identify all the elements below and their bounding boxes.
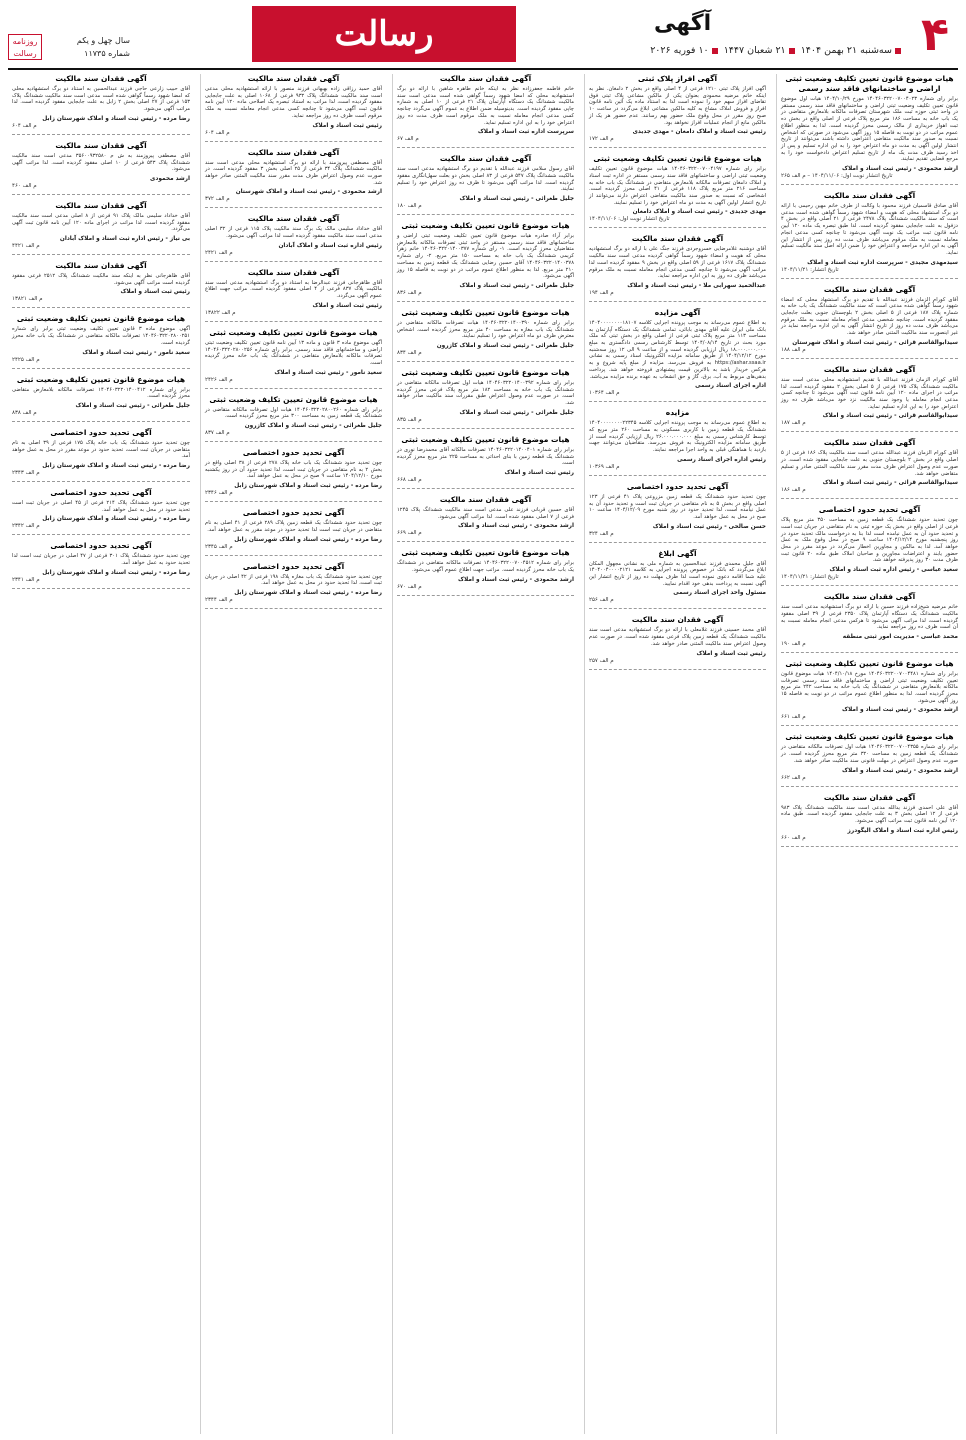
ad-num: م الف ۳۲۴: [589, 530, 614, 537]
classified-ad: [589, 408, 766, 476]
ad-num: م الف ۲۵۶: [589, 597, 614, 604]
ad-num: م الف ۲۴۲۶: [205, 376, 233, 383]
ad-title: آگهی تحدید حدود اختصاصی: [626, 481, 729, 491]
ad-num: م الف ۸۳۷: [205, 430, 230, 437]
ad-num: م الف ۲۳۴۲: [12, 523, 40, 530]
ad-sign: جلیل طغرائی - رئیس ثبت اسناد و املاک: [459, 282, 574, 289]
ad-title: هیات موضوع قانون تعیین تکلیف وضعیت ثبتی: [16, 374, 186, 384]
ad-body: برابر رای شماره ۱۴۰۴۶۰۳۲۲۰۱۴۰۰۳۹۲ هیات اول تصرفات مالکانه متقاضی در ششدانگ یک باب خانه به مساحت ۱۸۲ متر مربع پلاک فرعی محرز گردیده است. در صورت عدم وصول اعتراض طبق مقررات سند مالکیت صادر خواهد شد.: [397, 380, 574, 407]
classified-ad: [397, 495, 574, 542]
ad-title: آگهی ابلاغ: [658, 548, 697, 558]
ad-sign: جلیل طغرائی - رئیس ثبت اسناد و املاک: [459, 409, 574, 416]
ad-num: تاریخ انتشار: ۱۴۰۴/۱۱/۲۱: [781, 574, 839, 581]
masthead-left: [8, 34, 128, 64]
ad-num: م الف ۱۸۰: [397, 203, 422, 210]
classified-ad: [397, 308, 574, 362]
ad-num: م الف ۲۴۲۱: [205, 249, 233, 256]
ad-title: آگهی فقدان سند مالکیت: [823, 191, 916, 201]
ad-title: هیات موضوع قانون تعیین تکلیف وضعیت ثبتی: [401, 221, 570, 231]
classified-ad: [781, 505, 958, 586]
ad-num: تاریخ انتشار: ۱۴۰۴/۱۱/۲۱: [781, 266, 839, 273]
ad-title: آگهی فقدان سند مالکیت: [55, 140, 147, 150]
ad-body: آقای ظاهرجانی فرزند عبدالرضا به استناد دو برگ استشهادیه مدعی است سند مالکیت پلاک ۸۳۷ فرعی از ۴ اصلی مفقود گردیده است. مراتب جهت اطلاع عموم آگهی می‌گردد.: [205, 279, 382, 300]
ad-sign: جلیل طغرائی - رئیس ثبت اسناد و املاک کازرون: [244, 423, 382, 430]
classified-ad: [781, 732, 958, 786]
ad-sign: بی نیاز - رئیس اداره ثبت اسناد و املاک آبادان: [59, 236, 190, 243]
ad-body: آقای رسول سلامی فرزند عبدالله با تقدیم دو برگ استشهادیه مدعی است سند مالکیت ششدانگ پلاک ۵۴۷ فرعی از ۸۳ اصلی بخش دو بعلت سهل‌انگاری مفقود گردیده است. لذا مراتب آگهی می‌شود تا ظرف ده روز اعتراض خود را تسلیم نمایند.: [397, 166, 574, 193]
ad-body: چون تحدید حدود ششدانگ پلاک ۲۱۴ فرعی از ۴۵ اصلی در جریان ثبت است تحدید حدود در محل به عمل خواهد آمد.: [12, 500, 190, 513]
ad-title: آگهی افراز پلاک ثبتی: [637, 74, 718, 83]
ad-column: [776, 74, 958, 1434]
ad-num: تاریخ انتشار نوبت اول: ۱۴۰۴/۱۱/۰۶ – م الف ۲۶۵: [781, 173, 893, 180]
ad-title: آگهی تحدید حدود اختصاصی: [242, 508, 345, 518]
ad-sign: رئیس اداره ثبت اسناد و املاک الیگودرز: [847, 827, 958, 834]
ad-sign: مهدی جدیدی - رئیس ثبت اسناد و املاک دامغان: [632, 209, 766, 216]
classified-ad: [397, 74, 574, 148]
ad-num: م الف ۶۶۱: [781, 714, 806, 721]
ad-body: آقای حسین قربانی فرزند علی مدعی است سند مالکیت ششدانگ پلاک ۱۲۴۵ فرعی از ۷ اصلی مفقود شده است. لذا مراتب آگهی می‌شود.: [397, 506, 574, 520]
ad-sign: رئیس اداره ثبت اسناد و املاک آبادان: [278, 242, 382, 249]
ad-body: آقای جلیل محمدی فرزند عبدالحسین به شماره ملی به نشانی مجهول المکان ابلاغ می‌گردد که بانک در خصوص پرونده اجرایی به کلاسه ۱۴۰۴۰۰۴۰۰۰۰۲۱۲۱ علیه شما اقامه دعوی نموده است لذا ظرف مهلت ده روز از تاریخ انتشار این آگهی نسبت به پرداخت بدهی خود اقدام نمایید.: [589, 560, 766, 587]
classified-ad: [781, 592, 958, 653]
masthead-rule: [8, 68, 958, 70]
ad-sign: ارشد محمودی - رئیس ثبت اسناد و املاک: [842, 707, 958, 714]
ad-sign: محمد عباسی - مدیریت امور ثبتی منطقه: [842, 633, 958, 640]
classified-ad: [781, 74, 958, 185]
ad-num: م الف ۱۳۸۲۲: [205, 309, 236, 316]
ad-sign: اداره اجرای اسناد رسمی: [695, 383, 766, 390]
ad-sign: رضا مرده - رئیس ثبت اسناد و املاک شهرستان زابل: [42, 463, 190, 470]
classified-ad: [589, 482, 766, 543]
ad-sign: سعید عباسی - رئیس اداره ثبت اسناد و املاک: [829, 567, 958, 574]
classified-ad: [781, 365, 958, 433]
ad-sign: ارشد محمودی: [150, 175, 190, 182]
ad-sign: رضا مرده - رئیس ثبت اسناد و املاک شهرستان زابل: [234, 483, 382, 490]
classified-ad: [12, 261, 190, 308]
classified-ad: [397, 221, 574, 302]
mini-logo: روزنامه رسالت: [8, 34, 42, 60]
ad-num: م الف ۱۸۷: [781, 420, 806, 427]
ad-sign: ارشد محمودی - رئیس ثبت اسناد و املاک: [842, 767, 958, 774]
date-greg: ۱۰ فوریه ۲۰۲۶: [650, 45, 709, 56]
ad-body: آقای خداداد سلیمی مالک یک برگ سند مالکیت پلاک ۱۱۵ فرعی از ۳۲ اصلی مدعی است سند مالکیت مفقود گردیده است لذا مراتب آگهی می‌شود.: [205, 226, 382, 240]
ad-title: هیات موضوع قانون تعیین تکلیف وضعیت ثبتی: [16, 314, 186, 324]
classified-ad: [781, 659, 958, 727]
ad-title: آگهی تحدید حدود اختصاصی: [50, 427, 152, 437]
ad-body: برابر رای شماره ۱۴۰۴۶۰۳۲۲۰۱۴۰۰۴۱۲ تصرفات مالکانه بلامعارض متقاضی محرز گردیده است.: [12, 386, 190, 400]
ad-sign: ارشد محمودی - رئیس ثبت اسناد و املاک: [458, 576, 574, 583]
logo-text: رسالت: [334, 14, 434, 54]
ad-body: آقای حمید رزاقی زاده بهبهانی فرزند منصور با ارائه استشهادیه محلی مدعی است سند مالکیت ششدانگ پلاک ۹۳۲ فرعی از ۱۰۶۸ اصلی به علت جابجایی مفقود گردیده است، لذا مراتب به استناد تبصره یک اصلاحی ماده ۱۲۰ آیین نامه قانون ثبت آگهی می‌شود تا چنانچه کسی مدعی انجام معامله نسبت به ملک مرقوم است ظرف ده روز مراجعه نماید.: [205, 86, 382, 119]
classified-ad: [12, 74, 190, 135]
ad-column: [584, 74, 766, 1434]
ad-sign: حسن صالحی - رئیس ثبت اسناد و املاک: [652, 523, 766, 530]
ad-sign: رضا مرده - رئیس ثبت اسناد و املاک شهرستان زابل: [42, 115, 190, 122]
ad-sign: رضا مرده - رئیس ثبت اسناد و املاک شهرستان زابل: [42, 569, 190, 576]
ad-sign: ارشد محمودی - رئیس ثبت اسناد و املاک شهرستان: [235, 189, 382, 196]
ad-sign: رضا مرده - رئیس ثبت اسناد و املاک شهرستان زابل: [234, 536, 382, 543]
ad-sign: مسئول واحد اجرای اسناد رسمی: [673, 590, 766, 597]
ad-body: چون تحدید حدود ششدانگ یک قطعه زمین مزروعی پلاک ۴۱ فرعی از ۱۲۳ اصلی واقع در بخش ۵ به نام متقاضی در جریان ثبت است و تحدید حدود آن به عمل نیامده است، لذا تحدید حدود در روز شنبه مورخ ۱۴۰۴/۱۲/۰۹ ساعت ۱۰ صبح در محل به عمل خواهد آمد.: [589, 493, 766, 520]
ad-body: چون تحدید حدود ششدانگ یک باب مغازه پلاک ۱۹۸ فرعی از ۴۲ اصلی در جریان ثبت است، لذا تحدید حدود در محل به عمل خواهد آمد.: [205, 573, 382, 587]
ad-num: م الف ۴۶۰: [12, 182, 37, 189]
bullet-icon: [895, 48, 901, 54]
ad-num: م الف ۱۰۳۶۴: [589, 390, 620, 397]
ad-title: هیات موضوع قانون تعیین تکلیف وضعیت ثبتی: [785, 658, 954, 668]
classified-ad: [12, 375, 190, 422]
ad-num: م الف ۲۳۴۱: [12, 576, 40, 583]
ad-num: م الف ۶۶۲: [781, 774, 806, 781]
ad-num: م الف ۶۰۴: [12, 122, 37, 129]
ad-title: آگهی فقدان سند مالکیت: [823, 792, 916, 802]
ad-sign: سیدابوالقاسم قرائی - رئیس ثبت اسناد و املاک شهرستان: [792, 339, 958, 346]
ad-sign: عبدالحمید سهرابی ملا - رئیس ثبت اسناد و املاک: [627, 282, 766, 289]
issue-year: سال چهل و یکم: [76, 36, 130, 45]
ad-sign: رئیس اداره اجرای اسناد رسمی: [677, 456, 766, 463]
page-number: ۴: [920, 7, 950, 61]
ad-sign: جلیل طغرائی - رئیس ثبت اسناد و املاک کازرون: [436, 343, 574, 350]
ad-num: م الف ۶۷: [397, 136, 419, 143]
ad-title: آگهی تحدید حدود اختصاصی: [242, 448, 345, 458]
ad-body: چون تحدید حدود ششدانگ یک باب خانه پلاک ۲۷۸ فرعی از ۳۸ اصلی واقع در بخش ۲ به نام متقاضی در جریان ثبت است، لذا تحدید حدود آن در روز یکشنبه مورخ ۱۴۰۴/۱۲/۱۰ ساعت ۹ صبح در محل به عمل خواهد آمد.: [205, 460, 382, 480]
classified-ad: [397, 435, 574, 489]
ad-num: م الف ۲۳۴۴: [205, 596, 233, 603]
bullet-icon: [789, 48, 795, 54]
ad-num: م الف ۲۳۴۵: [205, 543, 233, 550]
classified-ad: [397, 154, 574, 215]
ad-title: آگهی تحدید حدود اختصاصی: [242, 561, 345, 571]
classified-ad: [205, 395, 382, 442]
ad-column: [8, 74, 190, 1434]
ad-body: برابر رای شماره ۱۴۰۴۶۰۳۲۲۰۰۷۰۰۴۴۸۱ مورخ ۱۴۰۴/۱۰/۱۸ هیات موضوع قانون تعیین تکلیف وضعیت ثبتی اراضی و ساختمانهای فاقد سند رسمی تصرفات مالکانه بلامعارض متقاضی در ششدانگ یک باب خانه به مساحت ۲۴۲ متر مربع محرز گردیده است. لذا به منظور اطلاع عموم مراتب در دو نوبت به فاصله ۱۵ روز آگهی می‌شود.: [781, 670, 958, 704]
ad-num: م الف ۳۷۲: [205, 196, 230, 203]
classified-ad: [397, 368, 574, 429]
ad-title: آگهی فقدان سند مالکیت: [247, 74, 340, 83]
classified-ad: [781, 438, 958, 499]
ad-body: آقای خداداد سلیمی مالک پلاک ۹۱ فرعی از ۸ اصلی مدعی است سند مالکیت مفقود گردیده است، لذا مراتب در اجرای ماده ۱۲۰ آیین نامه قانون ثبت آگهی می‌گردد.: [12, 212, 190, 233]
ad-body: برابر رای شماره ۱۴۰۴۶۰۳۲۲۰۲۸۰۰۲۶۰ هیات اول تصرفات مالکانه متقاضی در ششدانگ یک قطعه زمین به مساحت ۳۰۰ متر مربع محرز گردیده است.: [205, 406, 382, 420]
ad-title: آگهی فقدان سند مالکیت: [631, 234, 724, 244]
classified-ad: [781, 191, 958, 279]
classified-ad: [12, 141, 190, 195]
ad-title: آگهی تحدید حدود اختصاصی: [50, 488, 152, 498]
ad-sign: رضا مرده - رئیس ثبت اسناد و املاک شهرستان زابل: [234, 589, 382, 596]
ad-body: به اطلاع عموم می‌رساند به موجب پرونده اجرایی کلاسه ۱۴۰۴۰۰۰۰۰۰۰۰۲۲۳۴۵ ششدانگ یک قطعه زمین با کاربری مسکونی به مساحت ۲۶۰ متر مربع که توسط کارشناس رسمی به مبلغ ۲۶.۰۰۰.۰۰۰.۰۰۰ ریال ارزیابی گردیده است از طریق سامانه مزایده الکترونیک به فروش می‌رسد. متقاضیان می‌توانند جهت بازدید با هماهنگی قبلی به واحد اجرا مراجعه نمایند.: [589, 420, 766, 454]
ad-sign: رئیس ثبت اسناد و املاک: [504, 469, 574, 476]
ad-num: م الف ۸۳۸: [12, 409, 37, 416]
classified-ad: [12, 488, 190, 535]
ad-body: چون تحدید حدود ششدانگ یک قطعه زمین به مساحت ۳۵۰ متر مربع پلاک فرعی از اصلی واقع در بخش یک حوزه ثبتی به نام متقاضی در جریان ثبت است و تحدید حدود آن به عمل نیامده است لذا بنا به درخواست مالک تحدید حدود در روز پنجشنبه مورخ ۱۴۰۴/۱۲/۱۴ ساعت ۹ صبح در محل وقوع ملک به عمل خواهد آمد. لذا به مالکین و مجاورین اخطار می‌گردد در موعد مقرر در محل حضور یابند و اعتراضات مجاورین و صاحبان املاک طبق ماده ۲۰ قانون ثبت ظرف مدت ۳۰ روز پذیرفته خواهد شد.: [781, 517, 958, 564]
ad-body: آقای محمد حسینی فرزند غلامعلی با ارائه دو برگ استشهادیه مدعی است سند مالکیت ششدانگ یک قطعه زمین پلاک فرعی مفقود شده است. در صورت عدم وصول اعتراض سند مالکیت المثنی صادر خواهد شد.: [589, 627, 766, 647]
ad-body: آقای کورام الزمان فرزند عبدالله مدعی است سند مالکیت پلاک ۱۸۶ فرعی از ۵ اصلی واقع در بخش ۲ بلوچستان جنوبی به علت جابجایی مفقود شده است. در صورت عدم وصول اعتراض ظرف مدت مقرر سند مالکیت المثنی صادر و تسلیم متقاضی خواهد شد.: [781, 450, 958, 477]
ad-num: م الف ۱۸۶: [781, 487, 806, 494]
classified-ad: [12, 428, 190, 482]
ad-body: آگهی موضوع ماده ۳ قانون تعیین تکلیف وضعیت ثبتی برابر رای شماره ۱۴۰۴۶۰۳۲۲۰۲۸۰۰۲۵۱ تصرفات مالکانه متقاضی در ششدانگ یک باب خانه محرز گردیده است.: [12, 326, 190, 346]
ad-title: آگهی فقدان سند مالکیت: [631, 615, 724, 625]
classified-ad: [589, 308, 766, 402]
ad-title: آگهی فقدان سند مالکیت: [55, 74, 147, 83]
classified-ad: [589, 549, 766, 610]
classified-ad: [205, 268, 382, 322]
ad-body: برابر رای شماره ۱۴۰۴۶۰۳۲۲۰۰۷۰۰۴۳۵۵ هیات اول تصرفات مالکانه متقاضی در ششدانگ یک قطعه زمین به مساحت ۳۲۰ متر مربع محرز گردیده است. در صورت عدم وصول اعتراض در مهلت قانونی سند مالکیت صادر خواهد شد.: [781, 744, 958, 764]
dateline: [650, 42, 904, 60]
ad-title: آگهی فقدان سند مالکیت: [439, 494, 532, 504]
ad-num: م الف ۲۳۴۳: [12, 470, 40, 477]
ad-column: [392, 74, 574, 1434]
classified-ad: [12, 541, 190, 588]
ad-title: هیات موضوع قانون تعیین تکلیف وضعیت ثبتی: [209, 327, 378, 337]
ad-sign: سرپرست اداره ثبت اسناد و املاک: [477, 129, 574, 136]
ad-body: برابر رای شماره ۱۴۰۴۶۰۳۲۲۰۰۷۰۰۴۵۱۲ تصرفات مالکانه متقاضی در ششدانگ یک باب خانه محرز گردیده است. مراتب جهت اطلاع عموم آگهی می‌شود.: [397, 560, 574, 574]
ad-body: آقای دوشنبه غلامرضایی خسروجردی فرزند جنگ علی با ارائه دو برگ استشهادیه محلی که هویت و امضاء شهود رسماً گواهی گردیده مدعی است سند مالکیت ششدانگ پلاک ۱۶۱۷ فرعی از ۵۹ اصلی واقع در بخش ۹ مفقود گردیده است لذا مراتب آگهی می‌شود تا چنانچه کسی مدعی انجام معامله نسبت به ملک مرقوم می‌باشد ظرف ده روز به این اداره مراجعه نماید.: [589, 246, 766, 280]
ad-body: آگهی موضوع ماده ۳ قانون و ماده ۱۳ آیین نامه قانون تعیین تکلیف وضعیت ثبتی اراضی و ساختمانهای فاقد سند رسمی. برابر رای شماره ۱۴۰۴۶۰۳۲۲۰۲۸۰۰۲۵۶ تصرفات مالکانه بلامعارض متقاضی در ششدانگ یک باب خانه محرز گردیده است.: [205, 339, 382, 366]
ad-title: آگهی فقدان سند مالکیت: [55, 200, 147, 210]
ad-body: خانم مرضیه شیخ‌زاده فرزند حسین با ارائه دو برگ استشهادیه مدعی است سند مالکیت ششدانگ یک دستگاه آپارتمان پلاک ۲۳۵۰ فرعی از ۳۹ اصلی مفقود گردیده است، لذا مراتب آگهی می‌شود تا هرکس مدعی انجام معامله نسبت به آن است ظرف ده روز مراجعه نماید.: [781, 604, 958, 631]
ad-num: م الف ۸۳۴: [397, 350, 422, 357]
ad-body: چون تحدید حدود ششدانگ یک باب خانه پلاک ۱۷۵ فرعی از ۳۹ اصلی به نام متقاضی در جریان ثبت است، تحدید حدود در موعد مقرر در محل به عمل خواهد آمد.: [12, 439, 190, 460]
ad-sign: رئیس ثبت اسناد و املاک: [312, 122, 382, 129]
classified-ad: [589, 234, 766, 302]
ad-body: آگهی افراز پلاک ثبتی ۱۲۱۰ فرعی از ۴ اصلی واقع در بخش ۲ دامغان. نظر به اینکه خانم مرضیه محمودی بعنوان یکی از مالکین مشاعی پلاک ثبتی فوق تقاضای افراز سهم خود را نموده است لذا به استناد ماده یک آئین نامه قانون افراز و فروش املاک مشاع به کلیه مالکین مشاعی ابلاغ می‌گردد در ساعت ۱۰ صبح روز مقرر در محل وقوع ملک حضور بهم رسانند. عدم حضور هر یک از مالکین مانع از انجام عملیات افراز نخواهد بود.: [589, 86, 766, 126]
ad-body: آقای کورام الزمان فرزند عبدالله با تقدیم استشهادیه محلی مدعی است سند مالکیت ششدانگ پلاک ۱۷۵ فرعی از ۵ اصلی بخش ۲ مفقود گردیده است، لذا مراتب در اجرای ماده ۱۲۰ آیین نامه قانون ثبت آگهی می‌شود تا چنانچه کسی مدعی انجام معامله یا وجود سند مالکیت نزد خود می‌باشد ظرف ده روز اعتراض خود را به این اداره تسلیم نماید.: [781, 376, 958, 410]
ad-sign: سیدابوالقاسم قرائی - رئیس ثبت اسناد و املاک: [822, 413, 958, 420]
ad-body: آقای حبیب زارعی حاجی فرزند عبدالحسین به استناد دو برگ استشهادیه محلی که امضا شهود رسماً گواهی شده است مدعی است سند مالکیت ششدانگ پلاک ۱۵۳ فرعی از ۲۷ اصلی بخش ۲ زابل به علت جابجایی مفقود گردیده است. لذا مراتب آگهی می‌شود.: [12, 86, 190, 113]
ad-sign: جلیل طغرائی - رئیس ثبت اسناد و املاک: [459, 196, 574, 203]
ad-body: برابر آراء صادره هیات موضوع قانون تعیین تکلیف وضعیت ثبتی اراضی و ساختمانهای فاقد سند رسمی مستقر در واحد ثبتی تصرفات مالکانه بلامعارض متقاضیان محرز گردیده است. ۱- رای شماره ۱۴۰۴۶۰۳۲۲۰۱۴۰۰۳۷۷ خانم زهرا کریمی ششدانگ یک باب خانه به مساحت ۱۵۰ متر مربع. ۲- رای شماره ۱۴۰۴۶۰۳۲۲۰۱۴۰۰۳۷۸ آقای حسین رضایی ششدانگ یک قطعه زمین به مساحت ۲۱۰ متر مربع. لذا به منظور اطلاع عموم مراتب در دو نوبت به فاصله ۱۵ روز آگهی می‌شود.: [397, 233, 574, 280]
issue-info: [46, 34, 130, 62]
classified-ad: [205, 214, 382, 261]
ad-title: آگهی تحدید حدود اختصاصی: [818, 505, 921, 515]
newspaper-logo: [252, 6, 516, 62]
classified-ad: [781, 793, 958, 847]
ad-body: آقای مصطفی پیروزمند با ارائه دو برگ استشهادیه محلی مدعی است سند مالکیت ششدانگ پلاک ۳۴ فرعی از ۲۵ اصلی بخش ۳ مفقود گردیده است. در صورت عدم وصول اعتراض ظرف مدت مقرر سند مالکیت المثنی صادر خواهد شد.: [205, 159, 382, 186]
ad-num: م الف ۱۸۸: [781, 346, 806, 353]
ad-body: چون تحدید حدود ششدانگ پلاک ۳۰۱ فرعی از ۴۷ اصلی در جریان ثبت است لذا تحدید حدود به عمل خواهد آمد.: [12, 553, 190, 567]
ad-num: م الف ۴۴۲۱: [12, 243, 40, 250]
ad-title: هیات موضوع قانون تعیین تکلیف وضعیت ثبتی: [401, 368, 570, 378]
ad-num: م الف ۲۵۷: [589, 657, 614, 664]
ad-num: م الف ۱۹۴: [589, 289, 614, 296]
ad-title: آگهی فقدان سند مالکیت: [823, 364, 916, 374]
date-hijri: ۲۱ شعبان ۱۴۴۷: [723, 45, 786, 56]
ad-title: آگهی فقدان سند مالکیت: [823, 284, 916, 294]
ad-num: م الف ۱۷۲: [589, 136, 614, 143]
ad-body: آقای علی احمدی فرزند یدالله مدعی است سند مالکیت ششدانگ پلاک ۹۸۳ فرعی از ۱۲ اصلی بخش ۳ به علت جابجایی مفقود گردیده است. طبق ماده ۱۲۰ آیین نامه قانون ثبت مراتب آگهی می‌شود.: [781, 804, 958, 824]
ad-body: برابر رای شماره ۱۴۰۴۶۰۳۲۲۰۱۴۰۰۴۰۱ تصرفات مالکانه آقای محمدرضا نوری در ششدانگ یک قطعه زمین با بنای احداثی به مساحت ۲۲۵ متر مربع محرز گردیده است.: [397, 446, 574, 467]
ad-title: هیات موضوع قانون تعیین تکلیف وضعیت ثبتی: [593, 154, 762, 164]
ad-columns: [8, 74, 958, 1434]
ad-num: م الف ۸۳۶: [397, 289, 422, 296]
ad-body: به اطلاع عموم می‌رساند به موجب پرونده اجرایی کلاسه ۱۴۰۴۰۰۰۰۰۰۰۰۱۸۱۰۷ بانک ملی ایران علیه آقای مهدی بابائی، تمامی ششدانگ یک دستگاه آپارتمان به مساحت ۱۱۳ متر مربع پلاک ثبتی فرعی از اصلی واقع در بخش ثبتی که ملک مورد بحث در تاریخ ۱۴۰۴/۰۸/۱۴ توسط کارشناس رسمی دادگستری به مبلغ ۱۸.۰۰۰.۰۰۰.۰۰۰ ریال ارزیابی گردیده است و از ساعت ۹ الی ۱۲ روز سه‌شنبه مورخ ۱۴۰۴/۱۲/۱۲ از طریق سامانه مزایده الکترونیک اسناد رسمی به نشانی https://ashar.ssaa.ir به فروش می‌رسد. مزایده از مبلغ پایه شروع و به هرکس خریدار باشد به بالاترین قیمت پیشنهادی فروخته خواهد شد. پرداخت بدهی‌های مربوط به آب، برق، گاز و حق انشعاب به عهده برنده مزایده می‌باشد.: [589, 319, 766, 380]
ad-num: م الف ۲۳۴۶: [205, 490, 233, 497]
masthead: [0, 0, 966, 70]
classified-ad: [781, 285, 958, 359]
classified-ad: [589, 74, 766, 148]
ad-title: هیات موضوع قانون تعیین تکلیف وضعیت ثبتی: [401, 548, 570, 558]
ad-sign: سیدابوالقاسم قرائی - رئیس ثبت اسناد و املاک: [822, 480, 958, 487]
classified-ad: [205, 148, 382, 209]
ad-sign: ارشد محمودی - رئیس ثبت اسناد و املاک: [458, 523, 574, 530]
section-title: آگهی: [654, 11, 712, 36]
ad-sign: سعید نامور - رئیس ثبت اسناد و املاک: [82, 349, 190, 356]
classified-ad: [205, 508, 382, 555]
ad-num: م الف ۶۶۹: [397, 530, 422, 537]
ad-num: م الف ۶۷۰: [397, 583, 422, 590]
ad-num: م الف ۶۶۰: [781, 834, 806, 841]
ad-title: هیات موضوع قانون تعیین تکلیف وضعیت ثبتی: [209, 394, 378, 404]
classified-ad: [12, 314, 190, 368]
ad-title: آگهی تحدید حدود اختصاصی: [50, 541, 152, 551]
ad-num: م الف ۶۶۸: [397, 476, 422, 483]
ad-title: آگهی فقدان سند مالکیت: [823, 592, 916, 602]
date-fa: سه‌شنبه ۲۱ بهمن ۱۴۰۴: [800, 45, 892, 56]
ad-body: آقای کورام الزمان فرزند عبدالله با تقدیم دو برگ استشهاد محلی که امضاء شهود رسماً گواهی شده مدعی است که سند مالکیت ششدانگ یک باب خانه به شماره پلاک ۱۸۷ فرعی از ۵ اصلی بخش ۲ بلوچستان جنوبی بعلت جابجایی مفقود گردیده است. چنانچه شخصی مدعی انجام معامله نسبت به ملک مرقوم می‌باشد ظرف مدت ده روز از تاریخ انتشار آگهی به این اداره مراجعه نماید در غیر اینصورت سند مالکیت المثنی صادر خواهد شد.: [781, 296, 958, 337]
ad-title: آگهی فقدان سند مالکیت: [247, 267, 340, 277]
ad-sign: سیدمهدی مجیدی - سرپرست اداره ثبت اسناد و املاک: [807, 259, 958, 266]
classified-ad: [589, 154, 766, 228]
ad-body: چون تحدید حدود ششدانگ یک قطعه زمین پلاک ۲۸۹ فرعی از ۴۱ اصلی به نام متقاضی در جریان ثبت است لذا تحدید حدود در موعد مقرر به عمل خواهد آمد.: [205, 520, 382, 533]
issue-number: شماره ۱۱۷۳۵: [84, 49, 130, 58]
bullet-icon: [712, 48, 718, 54]
ad-title: هیات موضوع قانون تعیین تکلیف وضعیت ثبتی اراضی و ساختمانهای فاقد سند رسمی: [785, 74, 954, 93]
ad-sign: رضا مرده - رئیس ثبت اسناد و املاک شهرستان زابل: [42, 516, 190, 523]
ad-body: آقای مصطفی پیروزمند به ش م ۳۵۶۰۰۹۳۲۵۸۰ مدعی است سند مالکیت ششدانگ پلاک ۵۴۳ فرعی از ۱۰ اصلی مفقود گردیده است. لذا مراتب آگهی می‌شود.: [12, 152, 190, 173]
ad-title: هیات موضوع قانون تعیین تکلیف وضعیت ثبتی: [785, 732, 954, 742]
classified-ad: [12, 201, 190, 255]
ad-num: م الف ۶۰۴: [205, 129, 230, 136]
classified-ad: [205, 74, 382, 142]
ad-body: برابر رای شماره ۱۴۰۴۶۰۳۲۲۰۱۴۰۰۳۹۰ هیات تصرفات مالکانه متقاضی در ششدانگ یک باب مغازه به مساحت ۴۰ متر مربع محرز گردیده است. اشخاص معترض ظرف دو ماه اعتراض خود را تسلیم نمایند.: [397, 319, 574, 340]
ad-sign: سعید نامور - رئیس ثبت اسناد و املاک: [274, 369, 382, 376]
ad-num: م الف ۸۳۵: [397, 416, 422, 423]
ad-column: [200, 74, 382, 1434]
ad-title: هیات موضوع قانون تعیین تکلیف وضعیت ثبتی: [401, 434, 570, 444]
ad-title: آگهی فقدان سند مالکیت: [247, 214, 340, 224]
ad-body: خانم فاطمه جعفرزاده نظر به اینکه خانم طاهره شاهین با ارائه دو برگ استشهادیه محلی که امضا شهود رسماً گواهی شده است مدعی است سند مالکیت ششدانگ یک دستگاه آپارتمان پلاک ۲۱ فرعی از ۱۰ اصلی به شماره چاپی مفقود گردیده است. بدینوسیله ضمن اطلاع به عموم آگهی می‌گردد چنانچه کسی مدعی انجام معامله نسبت به ملک مرقوم است ظرف مدت ده روز اعتراض خود را به این اداره تسلیم نماید.: [397, 86, 574, 126]
ad-body: برابر رای شماره ۱۴۰۴۶۰۳۲۲۰۰۷۰۰۴۱۹۷ هیات موضوع قانون تعیین تکلیف وضعیت ثبتی اراضی و ساختمانهای فاقد سند رسمی مستقر در اداره ثبت اسناد و املاک دامغان تصرفات مالکانه بلامعارض متقاضی در ششدانگ یک باب خانه به مساحت ۲۱۶ متر مربع پلاک ۱۱۸ فرعی از ۴۱ اصلی محرز گردیده است. اشخاصی که نسبت به صدور سند مالکیت متقاضی اعتراض دارند می‌توانند از تاریخ انتشار اولین آگهی به مدت دو ماه اعتراض خود را تسلیم نمایند.: [589, 166, 766, 206]
ad-title: آگهی فقدان سند مالکیت: [55, 261, 147, 271]
ad-title: آگهی مزایده: [654, 307, 701, 317]
ad-sign: رئیس ثبت اسناد و املاک: [120, 289, 190, 296]
ad-body: آقای صادق قاسمیان فرزند محمود با وکالت از طرف خانم مهین رحیمی با ارائه دو برگ استشهاد محلی که هویت و امضاء شهود رسماً گواهی شده است مدعی است که سند مالکیت ششدانگ پلاک ۲۴۷۸ فرعی از ۲۱ اصلی واقع در بخش ۴ دزفول به علت جابجایی مفقود گردیده است. لذا طبق تبصره یک ماده ۱۲۰ آیین نامه قانون ثبت مراتب یک نوبت آگهی می‌شود تا چنانچه کسی مدعی انجام معامله نسبت به ملک مرقوم می‌باشد ظرف مدت ده روز پس از انتشار این آگهی به این اداره مراجعه و اعتراض خود را ضمن ارائه اصل سند مالکیت تسلیم نماید.: [781, 203, 958, 256]
ad-num: م الف ۱۰۳۶۹: [589, 463, 620, 470]
ad-title: هیات موضوع قانون تعیین تکلیف وضعیت ثبتی: [401, 307, 570, 317]
ad-num: تاریخ انتشار نوبت اول: ۱۴۰۴/۱۱/۰۶: [589, 216, 670, 223]
classified-ad: [205, 328, 382, 389]
ad-title: آگهی فقدان سند مالکیت: [247, 147, 340, 157]
classified-ad: [205, 562, 382, 609]
classified-ad: [205, 448, 382, 502]
ad-sign: رئیس ثبت اسناد و املاک: [696, 650, 766, 657]
ad-num: م الف ۲۴۲۵: [12, 356, 40, 363]
ad-sign: رئیس ثبت اسناد و املاک دامغان - مهدی جدیدی: [632, 129, 766, 136]
ad-title: آگهی فقدان سند مالکیت: [439, 154, 532, 164]
ad-sign: رئیس ثبت اسناد و املاک: [312, 302, 382, 309]
classified-ad: [397, 548, 574, 595]
ad-num: م الف ۱۹۰: [781, 640, 806, 647]
ad-body: آقای ظاهرجانی نظر به اینکه سند مالکیت ششدانگ پلاک ۲۵۱۲ فرعی مفقود گردیده است مراتب آگهی می‌شود.: [12, 273, 190, 286]
ad-title: مزایده: [665, 408, 690, 418]
ad-title: آگهی فقدان سند مالکیت: [823, 438, 916, 448]
classified-ad: [589, 615, 766, 669]
ad-num: م الف ۱۳۸۲۱: [12, 296, 43, 303]
masthead-right: [648, 8, 958, 64]
ad-title: آگهی فقدان سند مالکیت: [439, 74, 532, 83]
ad-body: برابر رای شماره ۱۴۰۴۶۰۳۲۲۰۰۷۰۰۴۰۲۳ مورخ ۱۴۰۴/۱۰/۲۹ هیات اول موضوع قانون تعیین تکلیف وضعیت ثبتی اراضی و ساختمانهای فاقد سند رسمی مستقر در واحد ثبتی حوزه ثبت ملک شهرستان تصرفات مالکانه بلامعارض متقاضی در یک باب خانه به مساحت ۱۸۶ متر مربع پلاک فرعی از اصلی واقع در بخش ده ثبت اهواز خریداری از مالک رسمی محرز گردیده است. لذا به منظور اطلاع عموم مراتب در دو نوبت به فاصله ۱۵ روز آگهی می‌شود در صورتی که اشخاص نسبت به صدور سند مالکیت متقاضی اعتراضی داشته باشند می‌توانند از تاریخ انتشار اولین آگهی به مدت دو ماه اعتراض خود را به این اداره تسلیم و پس از اخذ رسید ظرف مدت یک ماه از تاریخ تسلیم اعتراض دادخواست خود را به مرجع قضایی تقدیم نمایند.: [781, 96, 958, 163]
ad-sign: جلیل طغرائی - رئیس ثبت اسناد و املاک: [75, 402, 190, 409]
ad-sign: ارشد محمودی - رئیس ثبت اسناد و املاک: [842, 166, 958, 173]
